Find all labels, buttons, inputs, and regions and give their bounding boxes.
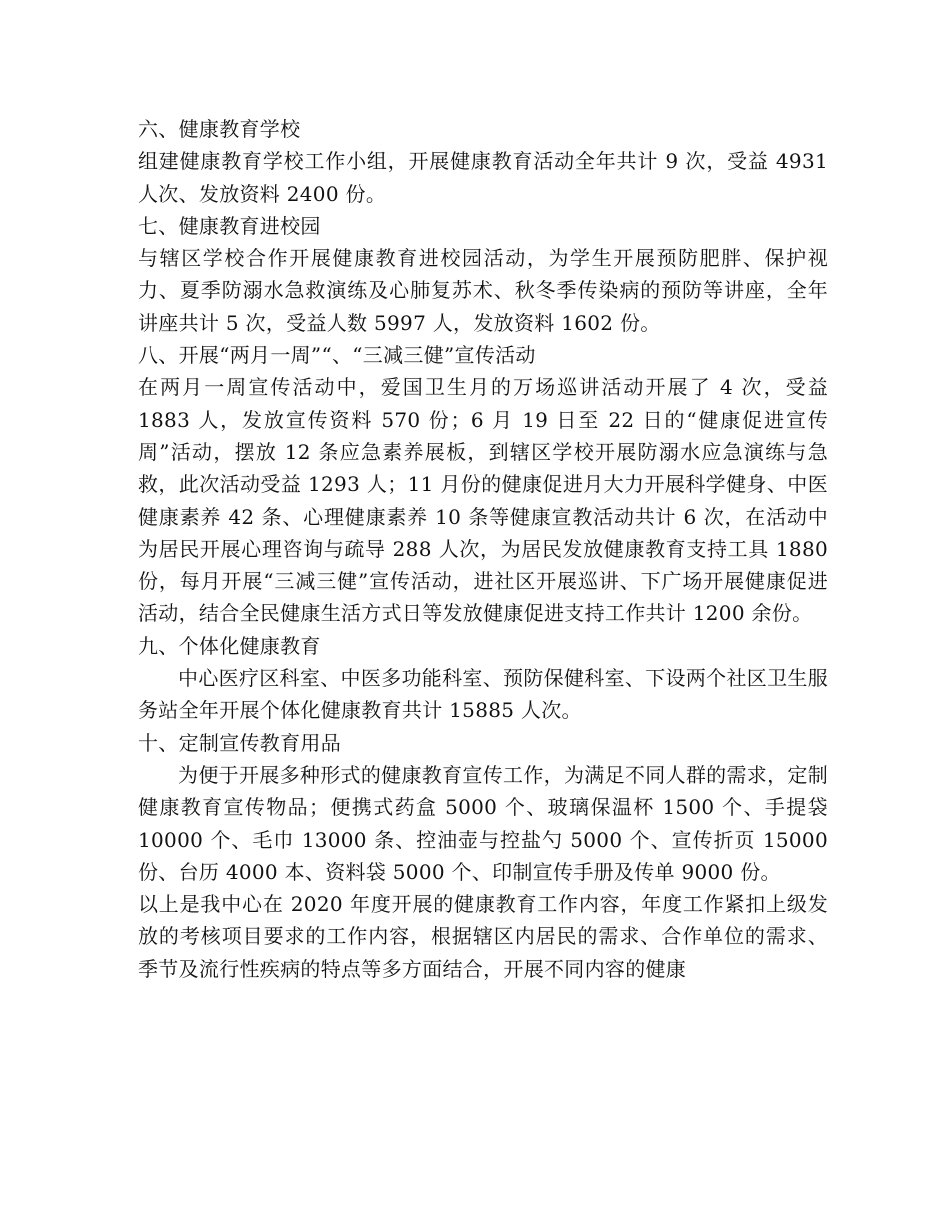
document-page — [138, 113, 828, 985]
section-heading: 八、开展“两月一周”“、“三减三健”宣传活动 — [138, 343, 536, 368]
section-heading: 七、健康教育进校园 — [138, 213, 321, 238]
section-paragraph: 组建健康教育学校工作小组，开展健康教育活动全年共计 9 次，受益 4931 人次、发放资料 2400 份。 — [138, 149, 828, 206]
summary-paragraph: 以上是我中心在 2020 年度开展的健康教育工作内容，年度工作紧扣上级发放的考核项目要求的工作内容，根据辖区内居民的需求、合作单位的需求、季节及流行性疾病的特点等多方面结合，开展不同内容的健康 — [138, 892, 828, 981]
section-paragraph: 为便于开展多种形式的健康教育宣传工作，为满足不同人群的需求，定制健康教育宣传物品；便携式药盒 5000 个、玻璃保温杯 1500 个、手提袋 10000 个、毛巾 13000 条、控油壶与控盐勺 5000 个、宣传折页 15000 份、台历 4000 本、资料袋 5000 个、印制宣传手册及传单 9000 份。 — [138, 762, 828, 884]
section-heading: 六、健康教育学校 — [138, 117, 301, 141]
section-heading: 十、定制宣传教育用品 — [138, 730, 341, 755]
section-paragraph: 与辖区学校合作开展健康教育进校园活动，为学生开展预防肥胖、保护视力、夏季防溺水急救演练及心肺复苏术、秋冬季传染病的预防等讲座，全年讲座共计 5 次，受益人数 5997 人，发放资料 1602 份。 — [138, 246, 828, 335]
section-heading: 九、个体化健康教育 — [138, 633, 321, 658]
section-paragraph: 中心医疗区科室、中医多功能科室、预防保健科室、下设两个社区卫生服务站全年开展个体化健康教育共计 15885 人次。 — [138, 666, 828, 723]
section-paragraph: 在两月一周宣传活动中，爱国卫生月的万场巡讲活动开展了 4 次，受益 1883 人，发放宣传资料 570 份；6 月 19 日至 22 日的“健康促进宣传周”活动，摆放 12 条应急素养展板，到辖区学校开展防溺水应急演练与急救，此次活动受益 1293 人；11 月份的健康促进月大力开展科学健身、中医健康素养 42 条、心理健康素养 10 条等健康宣教活动共计 6 次，在活动中为居民开展心理咨询与疏导 288 人次，为居民发放健康教育支持工具 1880 份，每月开展“三减三健”宣传活动，进社区开展巡讲、下广场开展健康促进活动，结合全民健康生活方式日等发放健康促进支持工作共计 1200 余份。 — [138, 375, 828, 626]
